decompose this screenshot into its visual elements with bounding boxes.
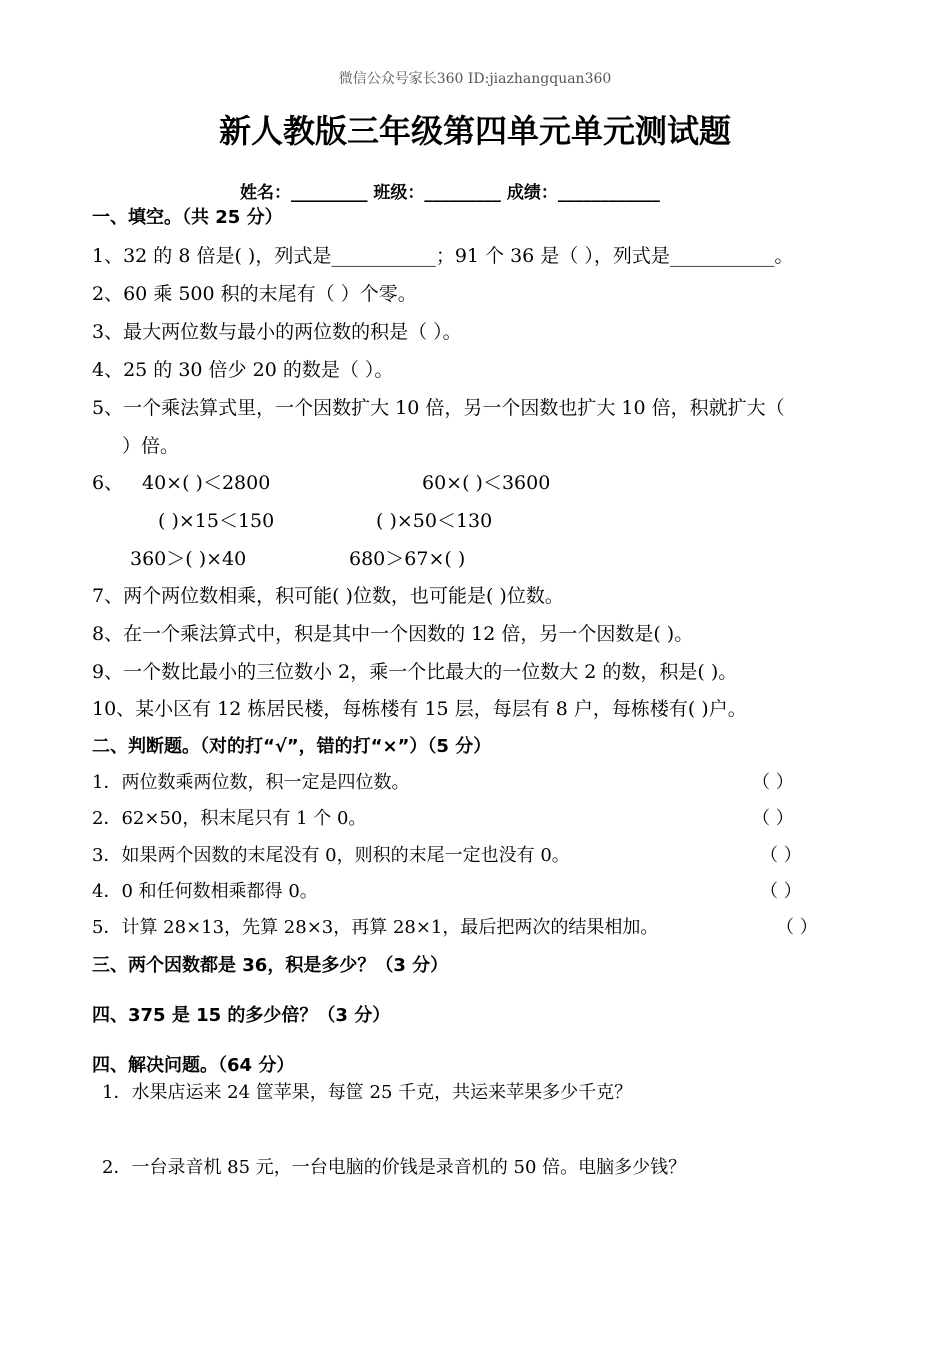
q6-expr-6: 680＞67×( ) — [349, 548, 466, 570]
word-problem-1: 1．水果店运来 24 筐苹果，每筐 25 千克，共运来苹果多少千克？ — [102, 1082, 633, 1103]
student-info-line: 姓名：_________ 班级：_________ 成绩：____________ — [240, 183, 660, 203]
fill-question-1: 1、32 的 8 倍是( )，列式是___________；91 个 36 是（ ），列式是___________。 — [92, 245, 794, 267]
q6-expr-4: ( )×50＜130 — [376, 510, 493, 532]
watermark: 微信公众号家长360 ID:jiazhangquan360 — [338, 71, 612, 87]
judge-answer-1: （ ） — [752, 772, 794, 793]
q6-expr-3: ( )×15＜150 — [158, 510, 275, 532]
judge-answer-5: （ ） — [776, 917, 818, 938]
fill-question-5-cont: ）倍。 — [122, 435, 180, 457]
fill-question-9: 9、一个数比最小的三位数小 2，乘一个比最大的一位数大 2 的数，积是( )。 — [92, 661, 738, 683]
judge-item-1: 1．两位数乘两位数，积一定是四位数。 — [92, 772, 410, 793]
fill-question-3: 3、最大两位数与最小的两位数的积是（ ）。 — [92, 321, 462, 343]
judge-item-4: 4．0 和任何数相乘都得 0。 — [92, 881, 318, 902]
fill-question-10: 10、某小区有 12 栋居民楼，每栋楼有 15 层，每层有 8 户，每栋楼有( )户。 — [92, 698, 747, 720]
section4-heading: 四、375 是 15 的多少倍？（3 分） — [92, 1005, 391, 1026]
section3-heading: 三、两个因数都是 36，积是多少？（3 分） — [92, 955, 449, 976]
fill-question-6-label: 6、 — [92, 472, 124, 494]
judge-item-5: 5．计算 28×13，先算 28×3，再算 28×1，最后把两次的结果相加。 — [92, 917, 659, 938]
fill-question-7: 7、两个两位数相乘，积可能( )位数，也可能是( )位数。 — [92, 585, 564, 607]
judge-answer-2: （ ） — [752, 808, 794, 829]
q6-expr-2: 60×( )＜3600 — [422, 472, 551, 494]
section1-heading: 一、填空。（共 25 分） — [92, 207, 283, 228]
fill-question-8: 8、在一个乘法算式中，积是其中一个因数的 12 倍，另一个因数是( )。 — [92, 623, 694, 645]
page-title: 新人教版三年级第四单元单元测试题 — [218, 112, 731, 150]
fill-question-4: 4、25 的 30 倍少 20 的数是（ ）。 — [92, 359, 394, 381]
fill-question-5: 5、一个乘法算式里，一个因数扩大 10 倍，另一个因数也扩大 10 倍，积就扩大（ — [92, 397, 785, 419]
q6-expr-5: 360＞( )×40 — [130, 548, 247, 570]
section2-heading: 二、判断题。（对的打“√”，错的打“×”）（5 分） — [92, 736, 492, 757]
fill-question-2: 2、60 乘 500 积的末尾有（ ）个零。 — [92, 283, 417, 305]
word-problem-2: 2．一台录音机 85 元，一台电脑的价钱是录音机的 50 倍。电脑多少钱？ — [102, 1157, 687, 1178]
q6-expr-1: 40×( )＜2800 — [142, 472, 271, 494]
judge-answer-4: （ ） — [760, 881, 802, 902]
judge-item-2: 2．62×50，积末尾只有 1 个 0。 — [92, 808, 367, 829]
judge-answer-3: （ ） — [760, 845, 802, 866]
section5-heading: 四、解决问题。（64 分） — [92, 1055, 295, 1076]
judge-item-3: 3．如果两个因数的末尾没有 0，则积的末尾一定也没有 0。 — [92, 845, 570, 866]
